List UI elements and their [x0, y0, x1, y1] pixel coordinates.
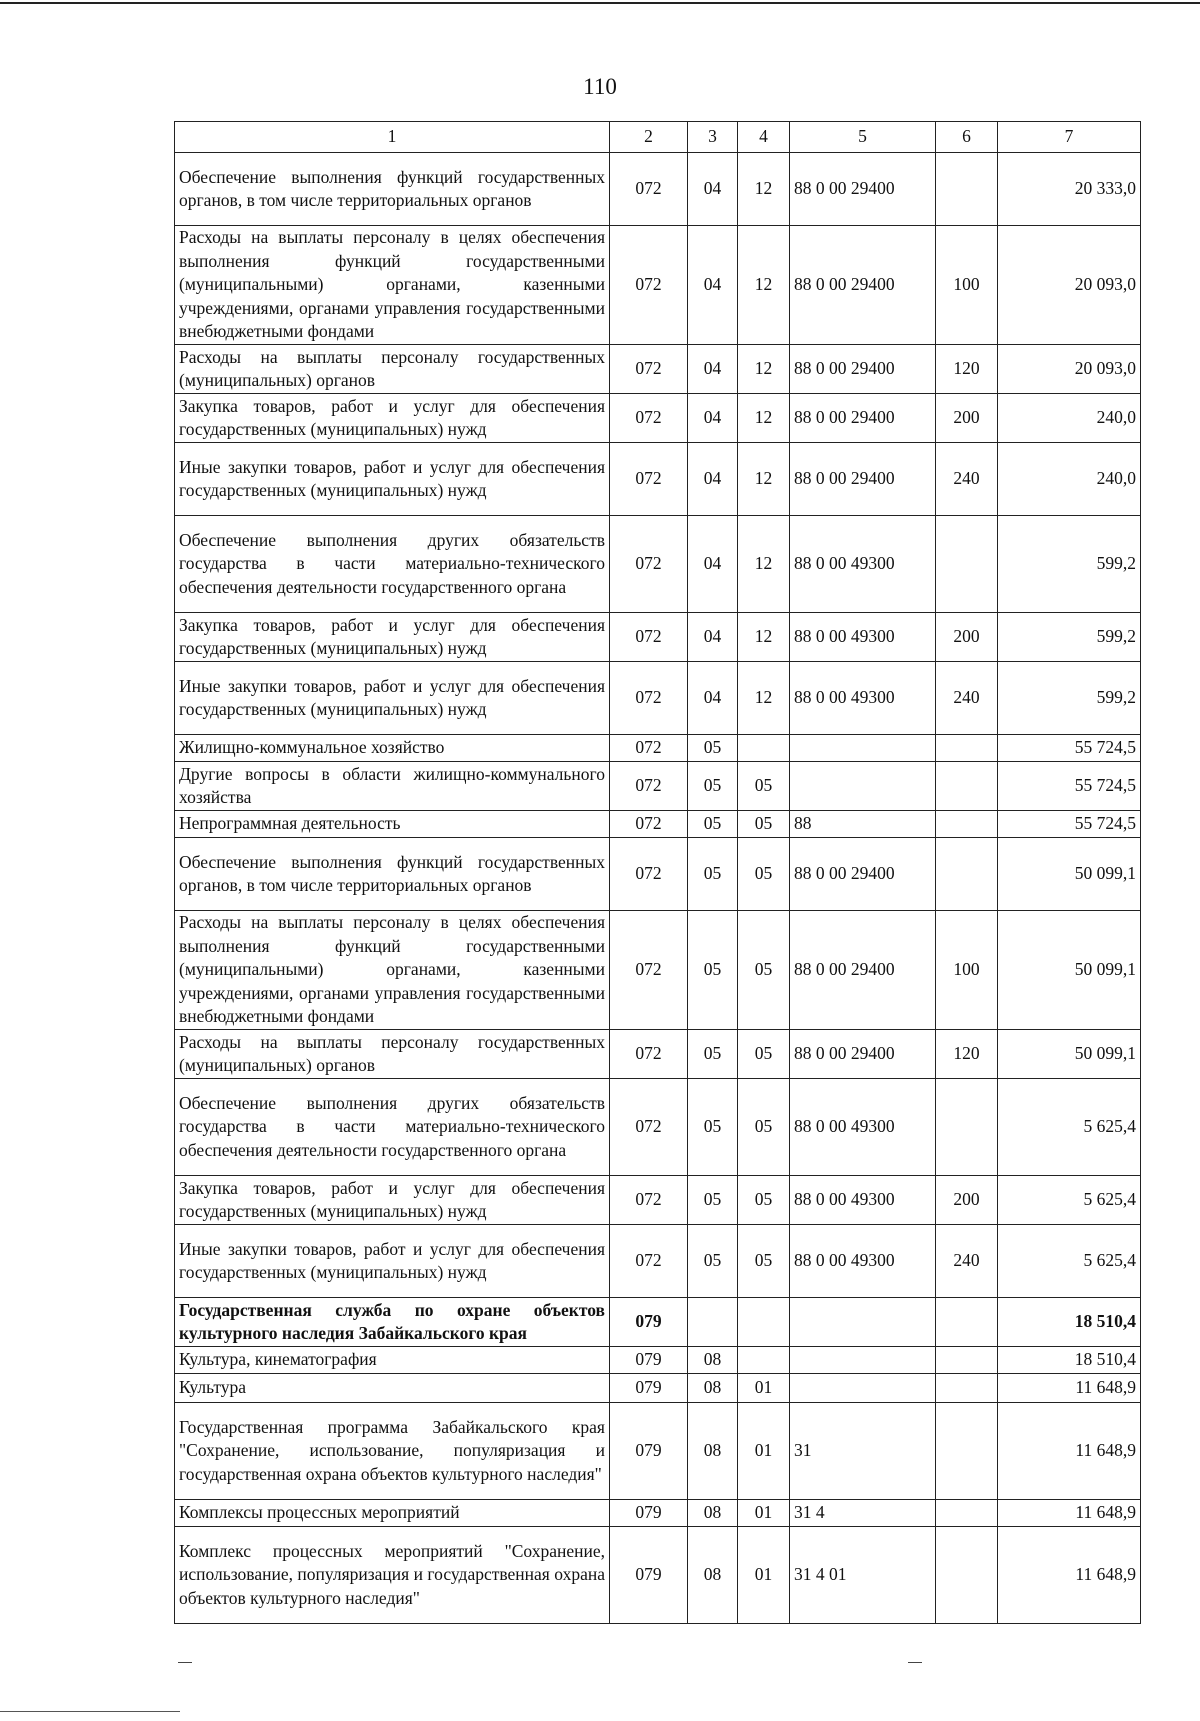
column-header-1: 1	[175, 122, 610, 153]
row-description: Комплекс процессных мероприятий "Сохранение, использование, популяризация и государственная охрана объектов культурного наследия"	[175, 1527, 610, 1624]
row-code-section: 04	[688, 153, 738, 226]
row-description: Обеспечение выполнения функций государственных органов, в том числе территориальных органов	[175, 838, 610, 911]
row-code-target: 88 0 00 29400	[790, 153, 936, 226]
row-code-target: 88 0 00 49300	[790, 613, 936, 662]
row-code-target: 88 0 00 29400	[790, 345, 936, 394]
row-amount: 5 625,4	[998, 1079, 1141, 1176]
row-code-target	[790, 1298, 936, 1347]
row-code-section: 05	[688, 838, 738, 911]
table-row	[175, 838, 1141, 911]
table-row	[175, 662, 1141, 735]
row-code-ministry: 079	[610, 1347, 688, 1374]
row-code-subsection	[738, 1298, 790, 1347]
row-amount: 240,0	[998, 443, 1141, 516]
table-row	[175, 735, 1141, 762]
row-code-target: 88 0 00 29400	[790, 443, 936, 516]
row-code-subsection: 12	[738, 394, 790, 443]
row-code-expense-type: 100	[936, 911, 998, 1030]
table-row	[175, 762, 1141, 811]
row-amount: 5 625,4	[998, 1225, 1141, 1298]
row-code-target	[790, 1374, 936, 1403]
table-header-row	[175, 122, 1141, 153]
row-code-expense-type: 240	[936, 1225, 998, 1298]
row-description: Обеспечение выполнения других обязательств государства в части материально-технического обеспечения деятельности государственного органа	[175, 516, 610, 613]
row-code-ministry: 072	[610, 153, 688, 226]
row-amount: 599,2	[998, 613, 1141, 662]
row-description: Иные закупки товаров, работ и услуг для обеспечения государственных (муниципальных) нужд	[175, 1225, 610, 1298]
row-code-expense-type	[936, 1527, 998, 1624]
row-code-section: 05	[688, 911, 738, 1030]
row-code-expense-type	[936, 1403, 998, 1500]
row-code-section: 05	[688, 1079, 738, 1176]
row-code-ministry: 072	[610, 735, 688, 762]
top-border-line	[0, 2, 1200, 4]
row-amount: 18 510,4	[998, 1347, 1141, 1374]
column-header-6: 6	[936, 122, 998, 153]
row-code-ministry: 072	[610, 613, 688, 662]
row-description: Расходы на выплаты персоналу в целях обеспечения выполнения функций государственными (муниципальными) органами, казенными учреждениями, органами управления государственными внебюджетными фондами	[175, 911, 610, 1030]
row-code-ministry: 072	[610, 811, 688, 838]
row-amount: 240,0	[998, 394, 1141, 443]
row-code-expense-type: 120	[936, 1030, 998, 1079]
row-code-subsection: 12	[738, 345, 790, 394]
row-description: Обеспечение выполнения функций государственных органов, в том числе территориальных органов	[175, 153, 610, 226]
row-description: Другие вопросы в области жилищно-коммунального хозяйства	[175, 762, 610, 811]
row-code-ministry: 072	[610, 394, 688, 443]
table-row	[175, 1079, 1141, 1176]
row-code-expense-type	[936, 838, 998, 911]
row-code-expense-type	[936, 735, 998, 762]
row-amount: 20 333,0	[998, 153, 1141, 226]
row-code-ministry: 072	[610, 1030, 688, 1079]
row-code-expense-type	[936, 1347, 998, 1374]
row-code-subsection: 01	[738, 1374, 790, 1403]
column-header-4: 4	[738, 122, 790, 153]
row-code-subsection: 12	[738, 516, 790, 613]
row-code-ministry: 072	[610, 443, 688, 516]
row-code-target: 88 0 00 49300	[790, 1079, 936, 1176]
row-amount: 11 648,9	[998, 1500, 1141, 1527]
row-code-expense-type: 200	[936, 394, 998, 443]
row-code-subsection: 05	[738, 911, 790, 1030]
row-code-subsection: 12	[738, 443, 790, 516]
row-code-target: 88 0 00 49300	[790, 1225, 936, 1298]
row-code-expense-type: 240	[936, 443, 998, 516]
row-code-expense-type	[936, 1500, 998, 1527]
row-code-subsection: 05	[738, 838, 790, 911]
row-code-subsection: 12	[738, 613, 790, 662]
row-description: Закупка товаров, работ и услуг для обеспечения государственных (муниципальных) нужд	[175, 613, 610, 662]
table-row	[175, 1030, 1141, 1079]
table-row	[175, 811, 1141, 838]
row-code-section: 08	[688, 1500, 738, 1527]
row-amount: 55 724,5	[998, 735, 1141, 762]
table-row	[175, 613, 1141, 662]
row-code-section: 04	[688, 394, 738, 443]
row-code-expense-type: 200	[936, 613, 998, 662]
row-amount: 50 099,1	[998, 1030, 1141, 1079]
table-row	[175, 1176, 1141, 1225]
row-description: Непрограммная деятельность	[175, 811, 610, 838]
row-code-subsection: 05	[738, 1079, 790, 1176]
row-code-target: 88 0 00 49300	[790, 516, 936, 613]
table-row	[175, 226, 1141, 345]
row-code-section: 05	[688, 1225, 738, 1298]
row-code-ministry: 072	[610, 911, 688, 1030]
row-description: Расходы на выплаты персоналу государственных (муниципальных) органов	[175, 345, 610, 394]
column-header-3: 3	[688, 122, 738, 153]
row-code-expense-type	[936, 153, 998, 226]
row-code-subsection: 12	[738, 153, 790, 226]
row-code-expense-type	[936, 1374, 998, 1403]
row-code-section: 04	[688, 226, 738, 345]
row-description: Культура, кинематография	[175, 1347, 610, 1374]
table-row	[175, 1374, 1141, 1403]
row-code-ministry: 079	[610, 1527, 688, 1624]
table-row	[175, 1225, 1141, 1298]
page-number: 110	[583, 74, 617, 99]
row-code-subsection	[738, 1347, 790, 1374]
row-description: Жилищно-коммунальное хозяйство	[175, 735, 610, 762]
row-code-section: 04	[688, 516, 738, 613]
row-description: Государственная служба по охране объектов культурного наследия Забайкальского края	[175, 1298, 610, 1347]
row-code-target: 31 4	[790, 1500, 936, 1527]
row-code-section: 05	[688, 811, 738, 838]
row-code-section: 05	[688, 1176, 738, 1225]
bottom-border-line	[0, 1711, 180, 1712]
row-amount: 599,2	[998, 516, 1141, 613]
row-code-subsection: 12	[738, 226, 790, 345]
table-row	[175, 345, 1141, 394]
row-amount: 50 099,1	[998, 838, 1141, 911]
row-code-section: 05	[688, 735, 738, 762]
row-code-target	[790, 762, 936, 811]
row-code-ministry: 072	[610, 516, 688, 613]
row-code-ministry: 079	[610, 1298, 688, 1347]
row-code-ministry: 072	[610, 345, 688, 394]
row-description: Расходы на выплаты персоналу государственных (муниципальных) органов	[175, 1030, 610, 1079]
row-code-ministry: 072	[610, 1079, 688, 1176]
row-code-section: 04	[688, 613, 738, 662]
row-code-ministry: 079	[610, 1403, 688, 1500]
row-code-subsection: 05	[738, 811, 790, 838]
row-code-target: 88 0 00 29400	[790, 394, 936, 443]
row-code-section: 08	[688, 1374, 738, 1403]
row-code-target: 88 0 00 49300	[790, 1176, 936, 1225]
row-amount: 50 099,1	[998, 911, 1141, 1030]
table-row	[175, 516, 1141, 613]
table-row	[175, 1347, 1141, 1374]
row-code-ministry: 072	[610, 662, 688, 735]
row-amount: 599,2	[998, 662, 1141, 735]
table-row	[175, 1527, 1141, 1624]
row-code-subsection: 05	[738, 1225, 790, 1298]
row-code-subsection: 05	[738, 1176, 790, 1225]
row-amount: 20 093,0	[998, 226, 1141, 345]
row-code-section: 04	[688, 443, 738, 516]
row-code-subsection: 01	[738, 1500, 790, 1527]
row-code-expense-type: 240	[936, 662, 998, 735]
row-code-target: 88	[790, 811, 936, 838]
row-code-section	[688, 1298, 738, 1347]
row-code-section: 08	[688, 1403, 738, 1500]
row-code-subsection: 01	[738, 1403, 790, 1500]
row-code-ministry: 079	[610, 1500, 688, 1527]
row-amount: 5 625,4	[998, 1176, 1141, 1225]
row-description: Иные закупки товаров, работ и услуг для обеспечения государственных (муниципальных) нужд	[175, 443, 610, 516]
row-description: Закупка товаров, работ и услуг для обеспечения государственных (муниципальных) нужд	[175, 1176, 610, 1225]
row-description: Комплексы процессных мероприятий	[175, 1500, 610, 1527]
row-code-ministry: 072	[610, 1225, 688, 1298]
row-code-ministry: 072	[610, 838, 688, 911]
table-row	[175, 1298, 1141, 1347]
row-code-expense-type: 100	[936, 226, 998, 345]
row-amount: 11 648,9	[998, 1403, 1141, 1500]
row-code-subsection: 05	[738, 1030, 790, 1079]
row-code-subsection: 12	[738, 662, 790, 735]
row-code-ministry: 072	[610, 1176, 688, 1225]
row-code-target	[790, 1347, 936, 1374]
row-code-target: 88 0 00 29400	[790, 226, 936, 345]
row-code-target: 88 0 00 29400	[790, 911, 936, 1030]
row-code-subsection: 05	[738, 762, 790, 811]
row-code-section: 05	[688, 1030, 738, 1079]
column-header-2: 2	[610, 122, 688, 153]
row-description: Иные закупки товаров, работ и услуг для обеспечения государственных (муниципальных) нужд	[175, 662, 610, 735]
row-code-section: 04	[688, 345, 738, 394]
table-row	[175, 1500, 1141, 1527]
row-code-target: 31	[790, 1403, 936, 1500]
row-code-section: 04	[688, 662, 738, 735]
row-code-expense-type: 120	[936, 345, 998, 394]
table-row	[175, 153, 1141, 226]
row-code-target: 31 4 01	[790, 1527, 936, 1624]
row-code-target: 88 0 00 49300	[790, 662, 936, 735]
row-code-target: 88 0 00 29400	[790, 838, 936, 911]
row-description: Обеспечение выполнения других обязательств государства в части материально-технического обеспечения деятельности государственного органа	[175, 1079, 610, 1176]
row-code-section: 05	[688, 762, 738, 811]
row-amount: 55 724,5	[998, 811, 1141, 838]
row-description: Государственная программа Забайкальского края "Сохранение, использование, популяризация и государственная охрана объектов культурного наследия"	[175, 1403, 610, 1500]
row-code-target	[790, 735, 936, 762]
row-description: Расходы на выплаты персоналу в целях обеспечения выполнения функций государственными (муниципальными) органами, казенными учреждениями, органами управления государственными внебюджетными фондами	[175, 226, 610, 345]
table-row	[175, 1403, 1141, 1500]
column-header-5: 5	[790, 122, 936, 153]
row-code-expense-type	[936, 516, 998, 613]
footer-dash-left	[178, 1662, 192, 1663]
row-code-ministry: 072	[610, 762, 688, 811]
row-code-ministry: 072	[610, 226, 688, 345]
budget-table	[174, 121, 1141, 1624]
table-row	[175, 443, 1141, 516]
row-description: Закупка товаров, работ и услуг для обеспечения государственных (муниципальных) нужд	[175, 394, 610, 443]
table-body	[175, 122, 1141, 1624]
row-code-expense-type	[936, 1079, 998, 1176]
row-amount: 18 510,4	[998, 1298, 1141, 1347]
column-header-7: 7	[998, 122, 1141, 153]
table-row	[175, 394, 1141, 443]
footer-dash-right	[908, 1662, 922, 1663]
table-row	[175, 911, 1141, 1030]
row-code-subsection	[738, 735, 790, 762]
row-code-ministry: 079	[610, 1374, 688, 1403]
row-amount: 55 724,5	[998, 762, 1141, 811]
row-code-expense-type	[936, 1298, 998, 1347]
row-code-expense-type: 200	[936, 1176, 998, 1225]
row-code-expense-type	[936, 811, 998, 838]
row-code-target: 88 0 00 29400	[790, 1030, 936, 1079]
row-amount: 11 648,9	[998, 1527, 1141, 1624]
row-code-section: 08	[688, 1347, 738, 1374]
row-amount: 11 648,9	[998, 1374, 1141, 1403]
row-code-expense-type	[936, 762, 998, 811]
row-code-subsection: 01	[738, 1527, 790, 1624]
row-amount: 20 093,0	[998, 345, 1141, 394]
row-description: Культура	[175, 1374, 610, 1403]
row-code-section: 08	[688, 1527, 738, 1624]
